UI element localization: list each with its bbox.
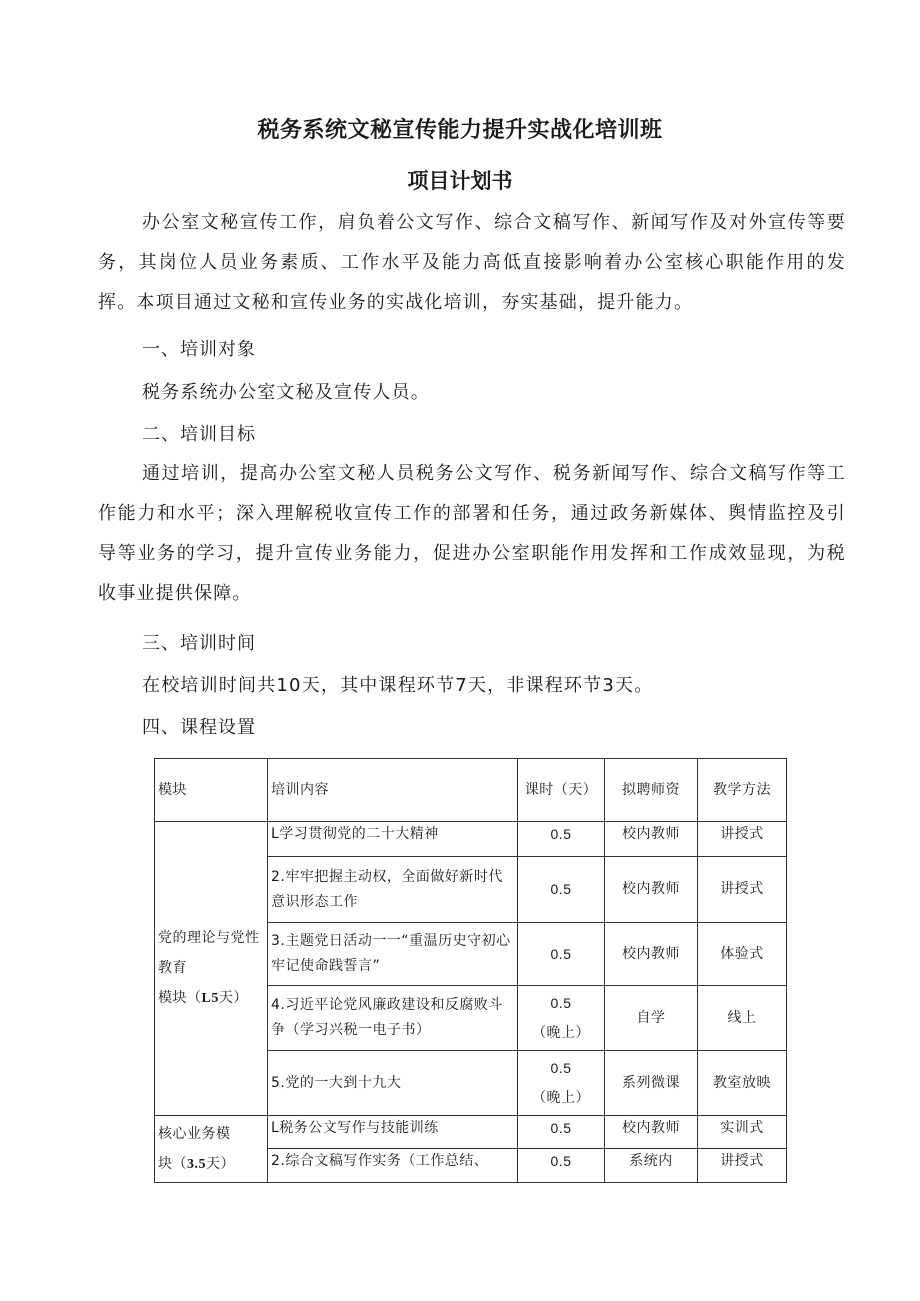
header-hours: 课时（天）: [518, 759, 605, 822]
row-hours: 0.5: [518, 822, 605, 857]
header-module: 模块: [155, 759, 268, 822]
header-content: 培训内容: [268, 759, 518, 822]
section-heading-course: 四、课程设置: [142, 717, 256, 738]
row-content: 4.习近平论党风廉政建设和反腐败斗争（学习兴税一电子书）: [268, 986, 518, 1051]
section-heading-target: 一、培训对象: [142, 339, 256, 360]
row-teacher: 系统内: [605, 1149, 698, 1183]
row-method: 实训式: [698, 1116, 787, 1149]
module-duration: 模块（L5天）: [158, 990, 248, 1006]
row-teacher: 校内教师: [605, 923, 698, 986]
header-teacher: 拟聘师资: [605, 759, 698, 822]
table-row: [155, 822, 787, 857]
row-teacher: 自学: [605, 986, 698, 1051]
course-table: [154, 758, 787, 1183]
module-line: 党的理论与党性: [158, 930, 260, 946]
row-content: L税务公文写作与技能训练: [268, 1116, 518, 1149]
header-method: 教学方法: [698, 759, 787, 822]
table-header-row: [155, 759, 787, 822]
row-content: 2.牢牢把握主动权，全面做好新时代意识形态工作: [268, 857, 518, 923]
row-hours: 0.5: [550, 1060, 572, 1076]
section-body-goal: 通过培训，提高办公室文秘人员税务公文写作、税务新闻写作、综合文稿写作等工作能力和水平；深入理解税收宣传工作的部署和任务，通过政务新媒体、舆情监控及引导等业务的学习，提升宣传业务能力，促进办公室职能作用发挥和工作成效显现，为税收事业提供保障。: [98, 463, 846, 604]
row-method: 线上: [698, 986, 787, 1051]
intro-paragraph: 办公室文秘宣传工作，肩负着公文写作、综合文稿写作、新闻写作及对外宣传等要务，其岗位人员业务素质、工作水平及能力高低直接影响着办公室核心职能作用的发挥。本项目通过文秘和宣传业务的实战化培训，夯实基础，提升能力。: [98, 212, 846, 313]
row-method: 体验式: [698, 923, 787, 986]
row-hours-cell: [518, 1051, 605, 1116]
section-body-time: 在校培训时间共10天，其中课程环节7天，非课程环节3天。: [142, 675, 654, 696]
row-content: 2.综合文稿写作实务（工作总结、: [268, 1149, 518, 1183]
table-row: [155, 1116, 787, 1149]
module-party-theory: [155, 822, 268, 1116]
document-title: 税务系统文秘宣传能力提升实战化培训班: [257, 118, 663, 143]
section-heading-time: 三、培训时间: [142, 633, 256, 654]
row-method: 讲授式: [698, 1149, 787, 1183]
row-hours-note: （晚上）: [532, 1025, 590, 1041]
row-hours: 0.5: [518, 923, 605, 986]
row-hours: 0.5: [518, 857, 605, 923]
row-method: 讲授式: [698, 857, 787, 923]
row-teacher: 校内教师: [605, 822, 698, 857]
section-heading-goal: 二、培训目标: [142, 424, 256, 445]
module-core-business: [155, 1116, 268, 1183]
row-content: 3.主题党日活动一一“重温历史守初心牢记使命践誓言”: [268, 923, 518, 986]
row-teacher: 校内教师: [605, 1116, 698, 1149]
module-line: 核心业务模: [158, 1125, 231, 1142]
row-method: 教室放映: [698, 1051, 787, 1116]
row-content: 5.党的一大到十九大: [268, 1051, 518, 1116]
module-duration: 块（3.5天）: [158, 1155, 235, 1172]
row-teacher: 校内教师: [605, 857, 698, 923]
row-hours: 0.5: [518, 1149, 605, 1183]
row-hours: 0.5: [550, 995, 572, 1011]
row-hours-cell: [518, 986, 605, 1051]
row-teacher: 系列微课: [605, 1051, 698, 1116]
section-body-target: 税务系统办公室文秘及宣传人员。: [142, 382, 430, 403]
row-method: 讲授式: [698, 822, 787, 857]
document-subtitle: 项目计划书: [407, 169, 513, 193]
row-content: L学习贯彻党的二十大精神: [268, 822, 518, 857]
row-hours: 0.5: [518, 1116, 605, 1149]
module-line: 教育: [158, 960, 187, 976]
row-hours-note: （晚上）: [532, 1090, 590, 1106]
